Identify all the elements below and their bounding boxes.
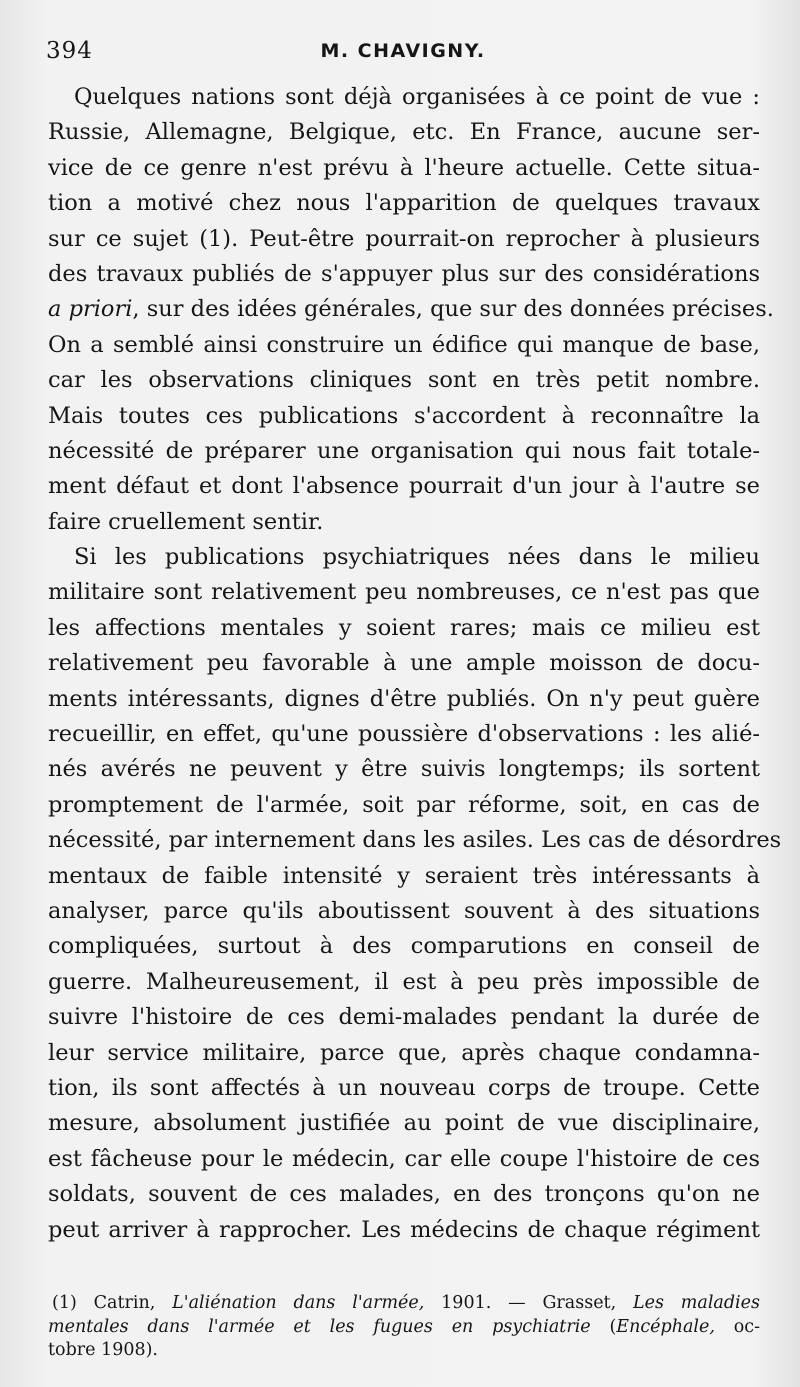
text-line: les affections mentales y soient rares; mais ce milieu est [48, 614, 760, 641]
text-line: promptement de l'armée, soit par réforme, soit, en cas de [48, 791, 760, 818]
footnote-journal: Encéphale, [616, 1316, 715, 1337]
text-line: analyser, parce qu'ils aboutissent souvent à des situations [48, 897, 760, 924]
running-head: M. CHAVIGNY. [320, 40, 486, 62]
text-line: nés avérés ne peuvent y être suivis longtemps; ils sortent [48, 756, 760, 783]
text-line: est fâcheuse pour le médecin, car elle coupe l'histoire de ces [48, 1145, 760, 1172]
footnote-marker: (1) [52, 1293, 77, 1313]
text-line: nécessité, par internement dans les asiles. Les cas de désordres [48, 827, 782, 854]
text-line: Mais toutes ces publications s'accordent à reconnaître la [48, 402, 760, 429]
page-header [46, 38, 760, 68]
text-line: tion, ils sont affectés à un nouveau corps de troupe. Cette [48, 1074, 760, 1101]
text-line: ments intéressants, dignes d'être publiés. On n'y peut guère [48, 685, 760, 712]
text-line: tion a motivé chez nous l'apparition de quelques travaux [48, 190, 760, 217]
text-line: ment défaut et dont l'absence pourrait d'un jour à l'autre se [48, 473, 760, 500]
text-line: relativement peu favorable à une ample moisson de docu- [48, 650, 760, 677]
text-line: Russie, Allemagne, Belgique, etc. En France, aucune ser- [48, 119, 760, 146]
text-line: des travaux publiés de s'appuyer plus sur des considérations [48, 260, 760, 287]
text-line: leur service militaire, parce que, après chaque condamna- [48, 1039, 760, 1066]
text-line: Si les publications psychiatriques nées dans le milieu [74, 544, 760, 571]
text-line: mentaux de faible intensité y seraient très intéressants à [48, 862, 760, 889]
body-text [48, 80, 782, 1248]
text-line: peut arriver à rapprocher. Les médecins de chaque régiment [48, 1216, 760, 1243]
text-fragment: , sur des idées générales, que sur des données précises. [132, 296, 774, 323]
text-line: car les observations cliniques sont en très petit nombre. [48, 367, 760, 394]
text-line: mesure, absolument justifiée au point de vue disciplinaire, [48, 1110, 760, 1137]
footnote-title: Les maladies [633, 1293, 760, 1313]
footnote [48, 1292, 760, 1363]
text-line: compliquées, surtout à des comparutions en conseil de [48, 933, 760, 960]
text-line: militaire sont relativement peu nombreuses, ce n'est pas que [48, 579, 760, 606]
text-line: Quelques nations sont déjà organisées à ce point de vue : [74, 84, 760, 110]
text-line: soldats, souvent de ces malades, en des tronçons qu'on ne [48, 1181, 760, 1208]
footnote-paren: ( [609, 1316, 617, 1337]
footnote-text: oc- [733, 1316, 760, 1337]
text-line: suivre l'histoire de ces demi-malades pendant la durée de [48, 1004, 760, 1031]
text-line: vice de ce genre n'est prévu à l'heure actuelle. Cette situa- [48, 154, 760, 181]
italic-phrase: a priori [48, 296, 133, 323]
footnote-author: Grasset, [542, 1293, 617, 1313]
footnote-line [48, 1292, 760, 1316]
text-line-mixed [48, 292, 774, 327]
footnote-line [48, 1316, 760, 1340]
text-line: recueillir, en effet, qu'une poussière d'observations : les alié- [48, 721, 760, 748]
footnote-title: L'aliénation dans l'armée, [172, 1293, 425, 1313]
page-number: 394 [46, 38, 93, 64]
footnote-line: tobre 1908). [48, 1340, 158, 1360]
text-line: sur ce sujet (1). Peut-être pourrait-on reprocher à plusieurs [48, 225, 760, 252]
text-line: On a semblé ainsi construire un édifice qui manque de base, [48, 331, 760, 358]
footnote-author: Catrin, [93, 1293, 156, 1313]
text-line: faire cruellement sentir. [48, 508, 324, 535]
footnote-title: mentales dans l'armée et les fugues en psychiatrie [48, 1316, 591, 1337]
text-line: nécessité de préparer une organisation qui nous fait totale- [48, 437, 760, 464]
text-line: guerre. Malheureusement, il est à peu près impossible de [48, 968, 760, 995]
footnote-year: 1901. — [441, 1293, 526, 1313]
